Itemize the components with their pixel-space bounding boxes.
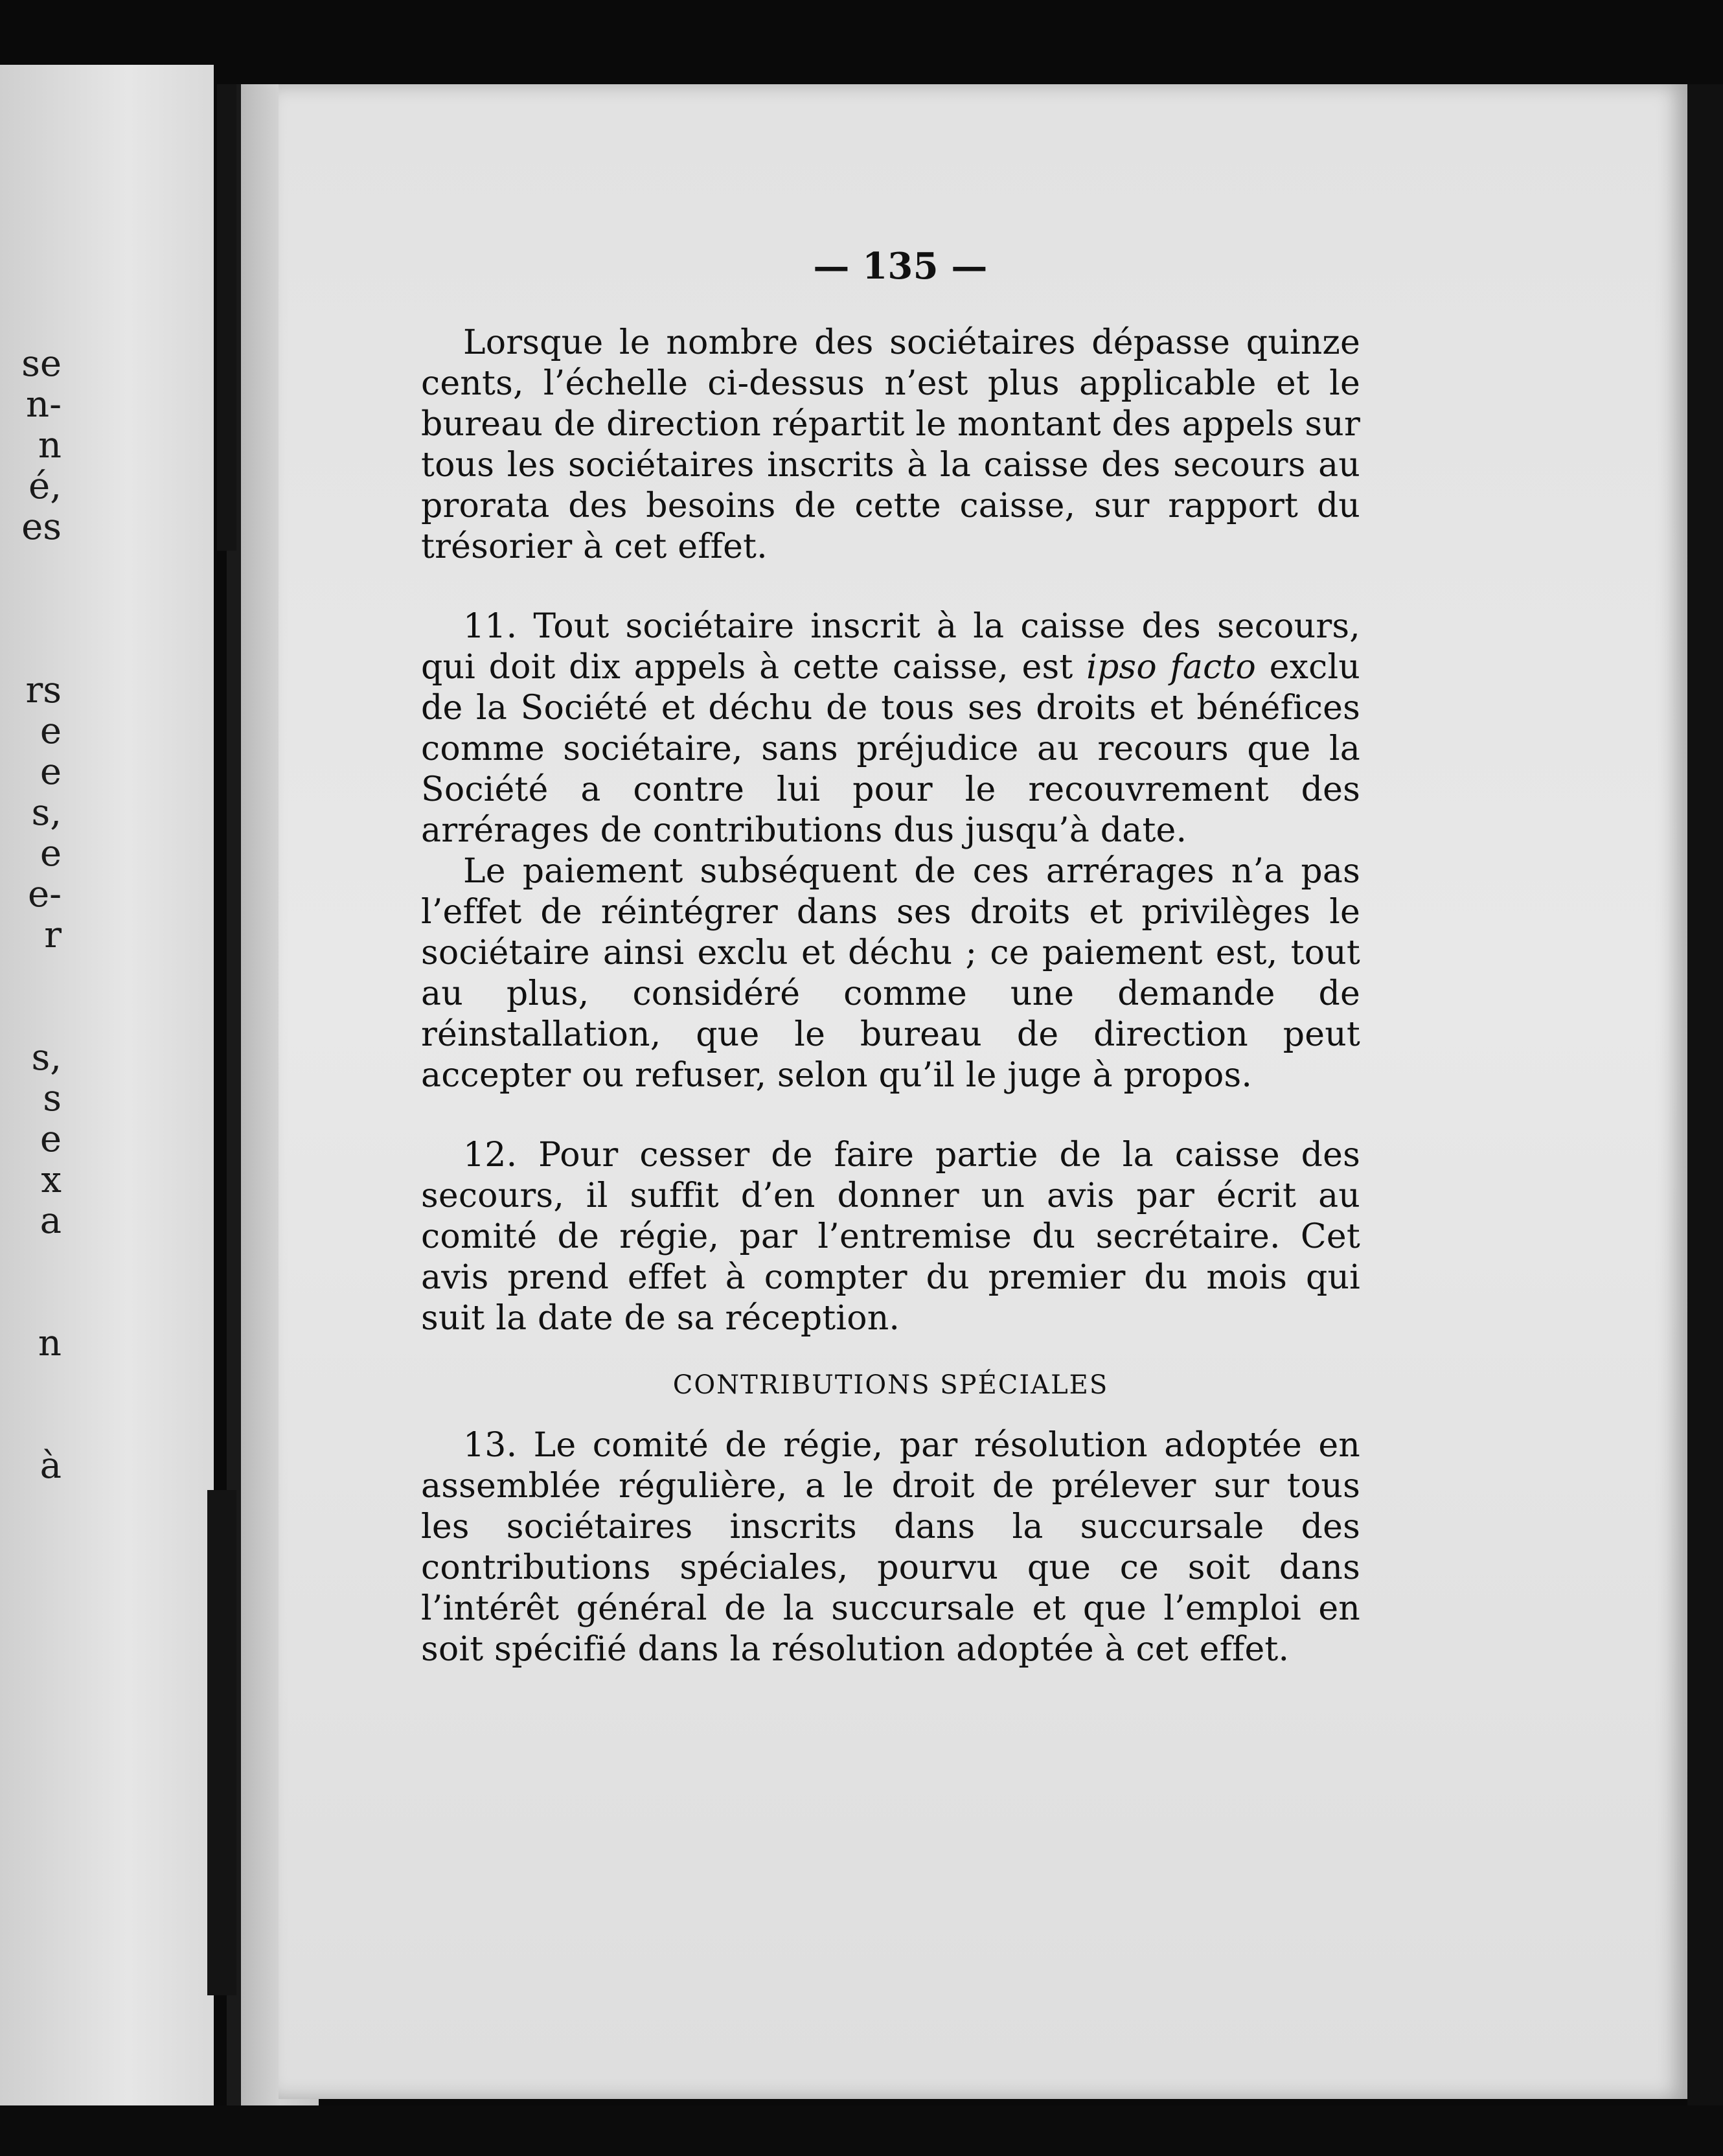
- spine-tear-bottom: [207, 1490, 236, 1995]
- facing-page-fragment: rs: [25, 670, 62, 711]
- facing-page-fragment: a: [40, 1200, 62, 1241]
- facing-page-fragment: [0, 996, 71, 1037]
- facing-page-fragment: e: [40, 711, 62, 751]
- facing-page-fragment: [0, 1364, 71, 1405]
- scan-border-right: [1687, 84, 1723, 2156]
- facing-page-fragment: x: [41, 1160, 62, 1200]
- paragraph-scale-rule: Lorsque le nombre des sociétaires dépasse quinze cents, l’échelle ci-dessus n’est plus applicable et le bureau de direction répartit le montant des appels sur tous les sociétaires inscrits à la caisse des secours au prorata des besoins de cette caisse, sur rapport du trésorier à cet effet.: [421, 323, 1360, 566]
- scan-border-bottom: [0, 2105, 1723, 2156]
- facing-page-fragment: à: [40, 1445, 62, 1486]
- facing-page-fragment: es: [21, 507, 62, 547]
- spine-tear-top: [217, 84, 236, 551]
- paragraph-article-11: [421, 606, 1360, 851]
- facing-page-fragment: n: [38, 425, 62, 466]
- section-heading: CONTRIBUTIONS SPÉCIALES: [672, 1370, 1109, 1400]
- paragraph-reinstatement: Le paiement subséquent de ces arrérages n’a pas l’effet de réintégrer dans ses droits et privilèges le sociétaire ainsi exclu et déchu ; ce paiement est, tout au plus, considéré comme une demande de réinstallation, que le bureau de direction peut accepter ou refuser, selon qu’il le juge à propos.: [421, 852, 1360, 1095]
- facing-page-fragment: [0, 629, 71, 670]
- facing-page-fragment: e-: [27, 874, 62, 915]
- article-11-text-start: 11. Tout sociétaire inscrit à la caisse des secours, qui doit dix appels à cette caisse, est: [421, 607, 1360, 687]
- paragraph-article-13: 13. Le comité de régie, par résolution adoptée en assemblée régulière, a le droit de prélever sur tous les sociétaires inscrits dans la succursale des contributions spéciales, pourvu que ce soit dans l’intérêt général de la succursale et que l’emploi en soit spécifié dans la résolution adoptée à cet effet.: [421, 1426, 1360, 1669]
- facing-page-fragment: [0, 1405, 71, 1445]
- facing-page-fragment: [0, 1241, 71, 1282]
- facing-page-fragment: e: [40, 833, 62, 874]
- facing-page-fragment: s: [43, 1078, 62, 1119]
- page-number: — 135 —: [813, 245, 988, 288]
- facing-page-fragment: s,: [31, 792, 62, 833]
- facing-page-fragment: [0, 1282, 71, 1323]
- facing-page-text-fragments: [0, 343, 71, 1486]
- facing-page-fragment: e: [40, 751, 62, 792]
- facing-page-fragment: [0, 588, 71, 629]
- facing-page-fragment: se: [21, 343, 62, 384]
- facing-page-fragment: e: [40, 1119, 62, 1160]
- facing-page-fragment: [0, 547, 71, 588]
- article-11-latin-term: ipso facto: [1086, 648, 1257, 687]
- facing-page-fragment: [0, 956, 71, 996]
- article-11-text-end: exclu de la Société et déchu de tous ses droits et bénéfices comme sociétaire, sans préjudice au recours que la Société a contre lui pour le recouvrement des arrérages de contributions dus jusqu’à date.: [421, 648, 1361, 850]
- paragraph-article-12: 12. Pour cesser de faire partie de la caisse des secours, il suffit d’en donner un avis par écrit au comité de régie, par l’entremise du secrétaire. Cet avis prend effet à compter du premier du mois qui suit la date de sa réception.: [421, 1136, 1360, 1338]
- facing-page-fragment: s,: [31, 1037, 62, 1078]
- page-body: [421, 246, 1360, 1670]
- facing-page-fragment: n-: [26, 384, 62, 425]
- facing-page-fragment: r: [44, 915, 62, 956]
- facing-page-fragment: é,: [29, 466, 62, 507]
- facing-page-fragment: n: [38, 1323, 62, 1364]
